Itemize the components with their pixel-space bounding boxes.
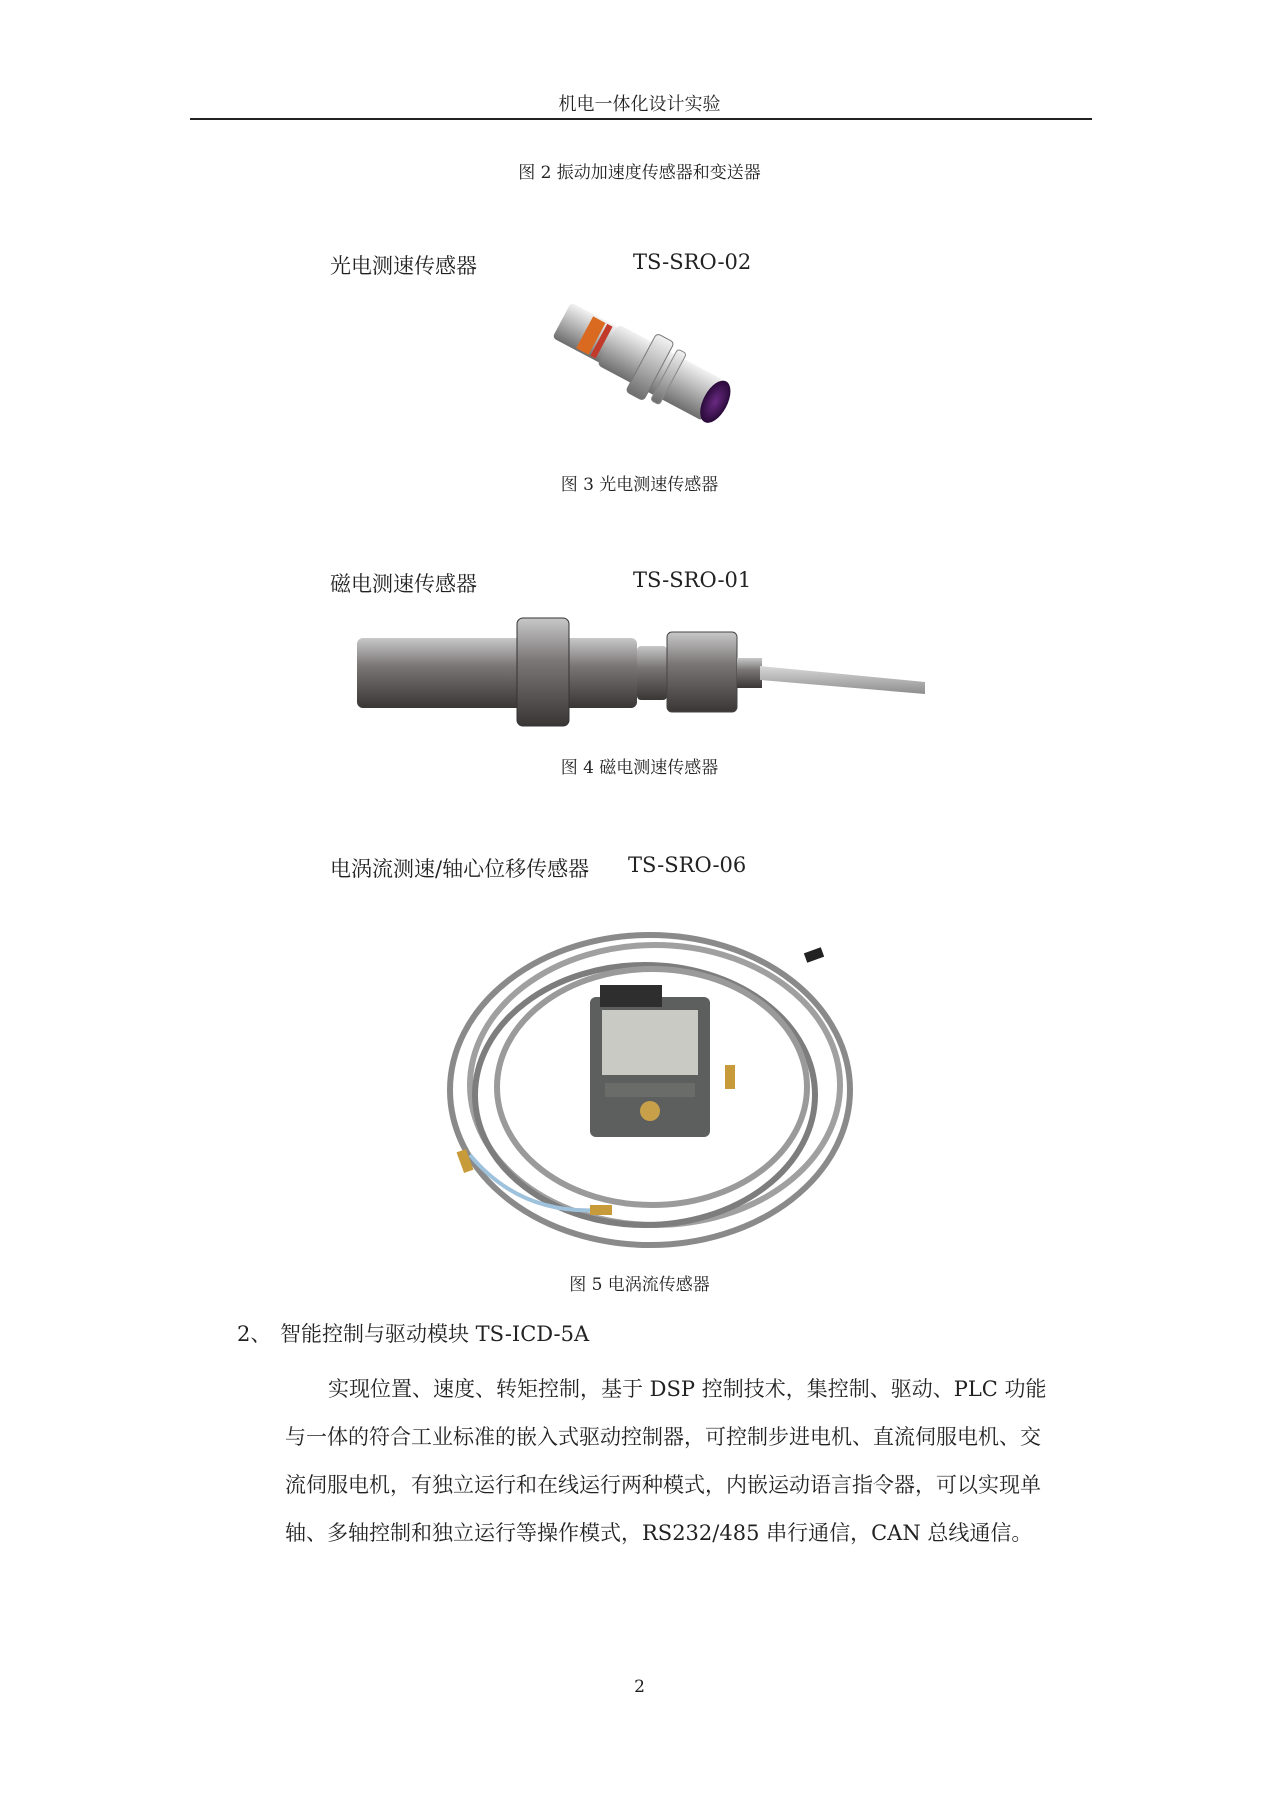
figure-2-caption: 图 2 振动加速度传感器和变送器 xyxy=(518,163,761,183)
page-number: 2 xyxy=(634,1677,645,1697)
eddy-sensor-label: 电涡流测速/轴心位移传感器 xyxy=(330,857,590,881)
eddy-sensor-image xyxy=(440,915,860,1255)
paragraph-line-2: 与一体的符合工业标准的嵌入式驱动控制器，可控制步进电机、直流伺服电机、交 xyxy=(285,1425,1041,1449)
photo-sensor-image xyxy=(540,292,760,442)
page-header-title: 机电一体化设计实验 xyxy=(558,94,721,115)
paragraph-line-3: 流伺服电机，有独立运行和在线运行两种模式，内嵌运动语言指令器，可以实现单 xyxy=(285,1473,1041,1497)
eddy-sensor-model: TS-SRO-06 xyxy=(628,853,747,877)
figure-4-caption: 图 4 磁电测速传感器 xyxy=(560,758,719,778)
header-divider xyxy=(190,118,1092,120)
section-number: 2、 xyxy=(237,1322,272,1346)
magnetic-sensor-model: TS-SRO-01 xyxy=(633,568,752,592)
photo-sensor-model: TS-SRO-02 xyxy=(633,250,752,274)
paragraph-line-1: 实现位置、速度、转矩控制，基于 DSP 控制技术，集控制、驱动、PLC 功能 xyxy=(328,1377,1047,1401)
figure-5-caption: 图 5 电涡流传感器 xyxy=(569,1275,710,1295)
paragraph-line-4: 轴、多轴控制和独立运行等操作模式，RS232/485 串行通信，CAN 总线通信。 xyxy=(285,1521,1033,1545)
magnetic-sensor-label: 磁电测速传感器 xyxy=(330,572,477,596)
section-heading: 智能控制与驱动模块 TS-ICD-5A xyxy=(280,1322,590,1346)
figure-3-caption: 图 3 光电测速传感器 xyxy=(560,475,719,495)
magnetic-sensor-image xyxy=(355,612,935,732)
photo-sensor-label: 光电测速传感器 xyxy=(330,254,477,278)
